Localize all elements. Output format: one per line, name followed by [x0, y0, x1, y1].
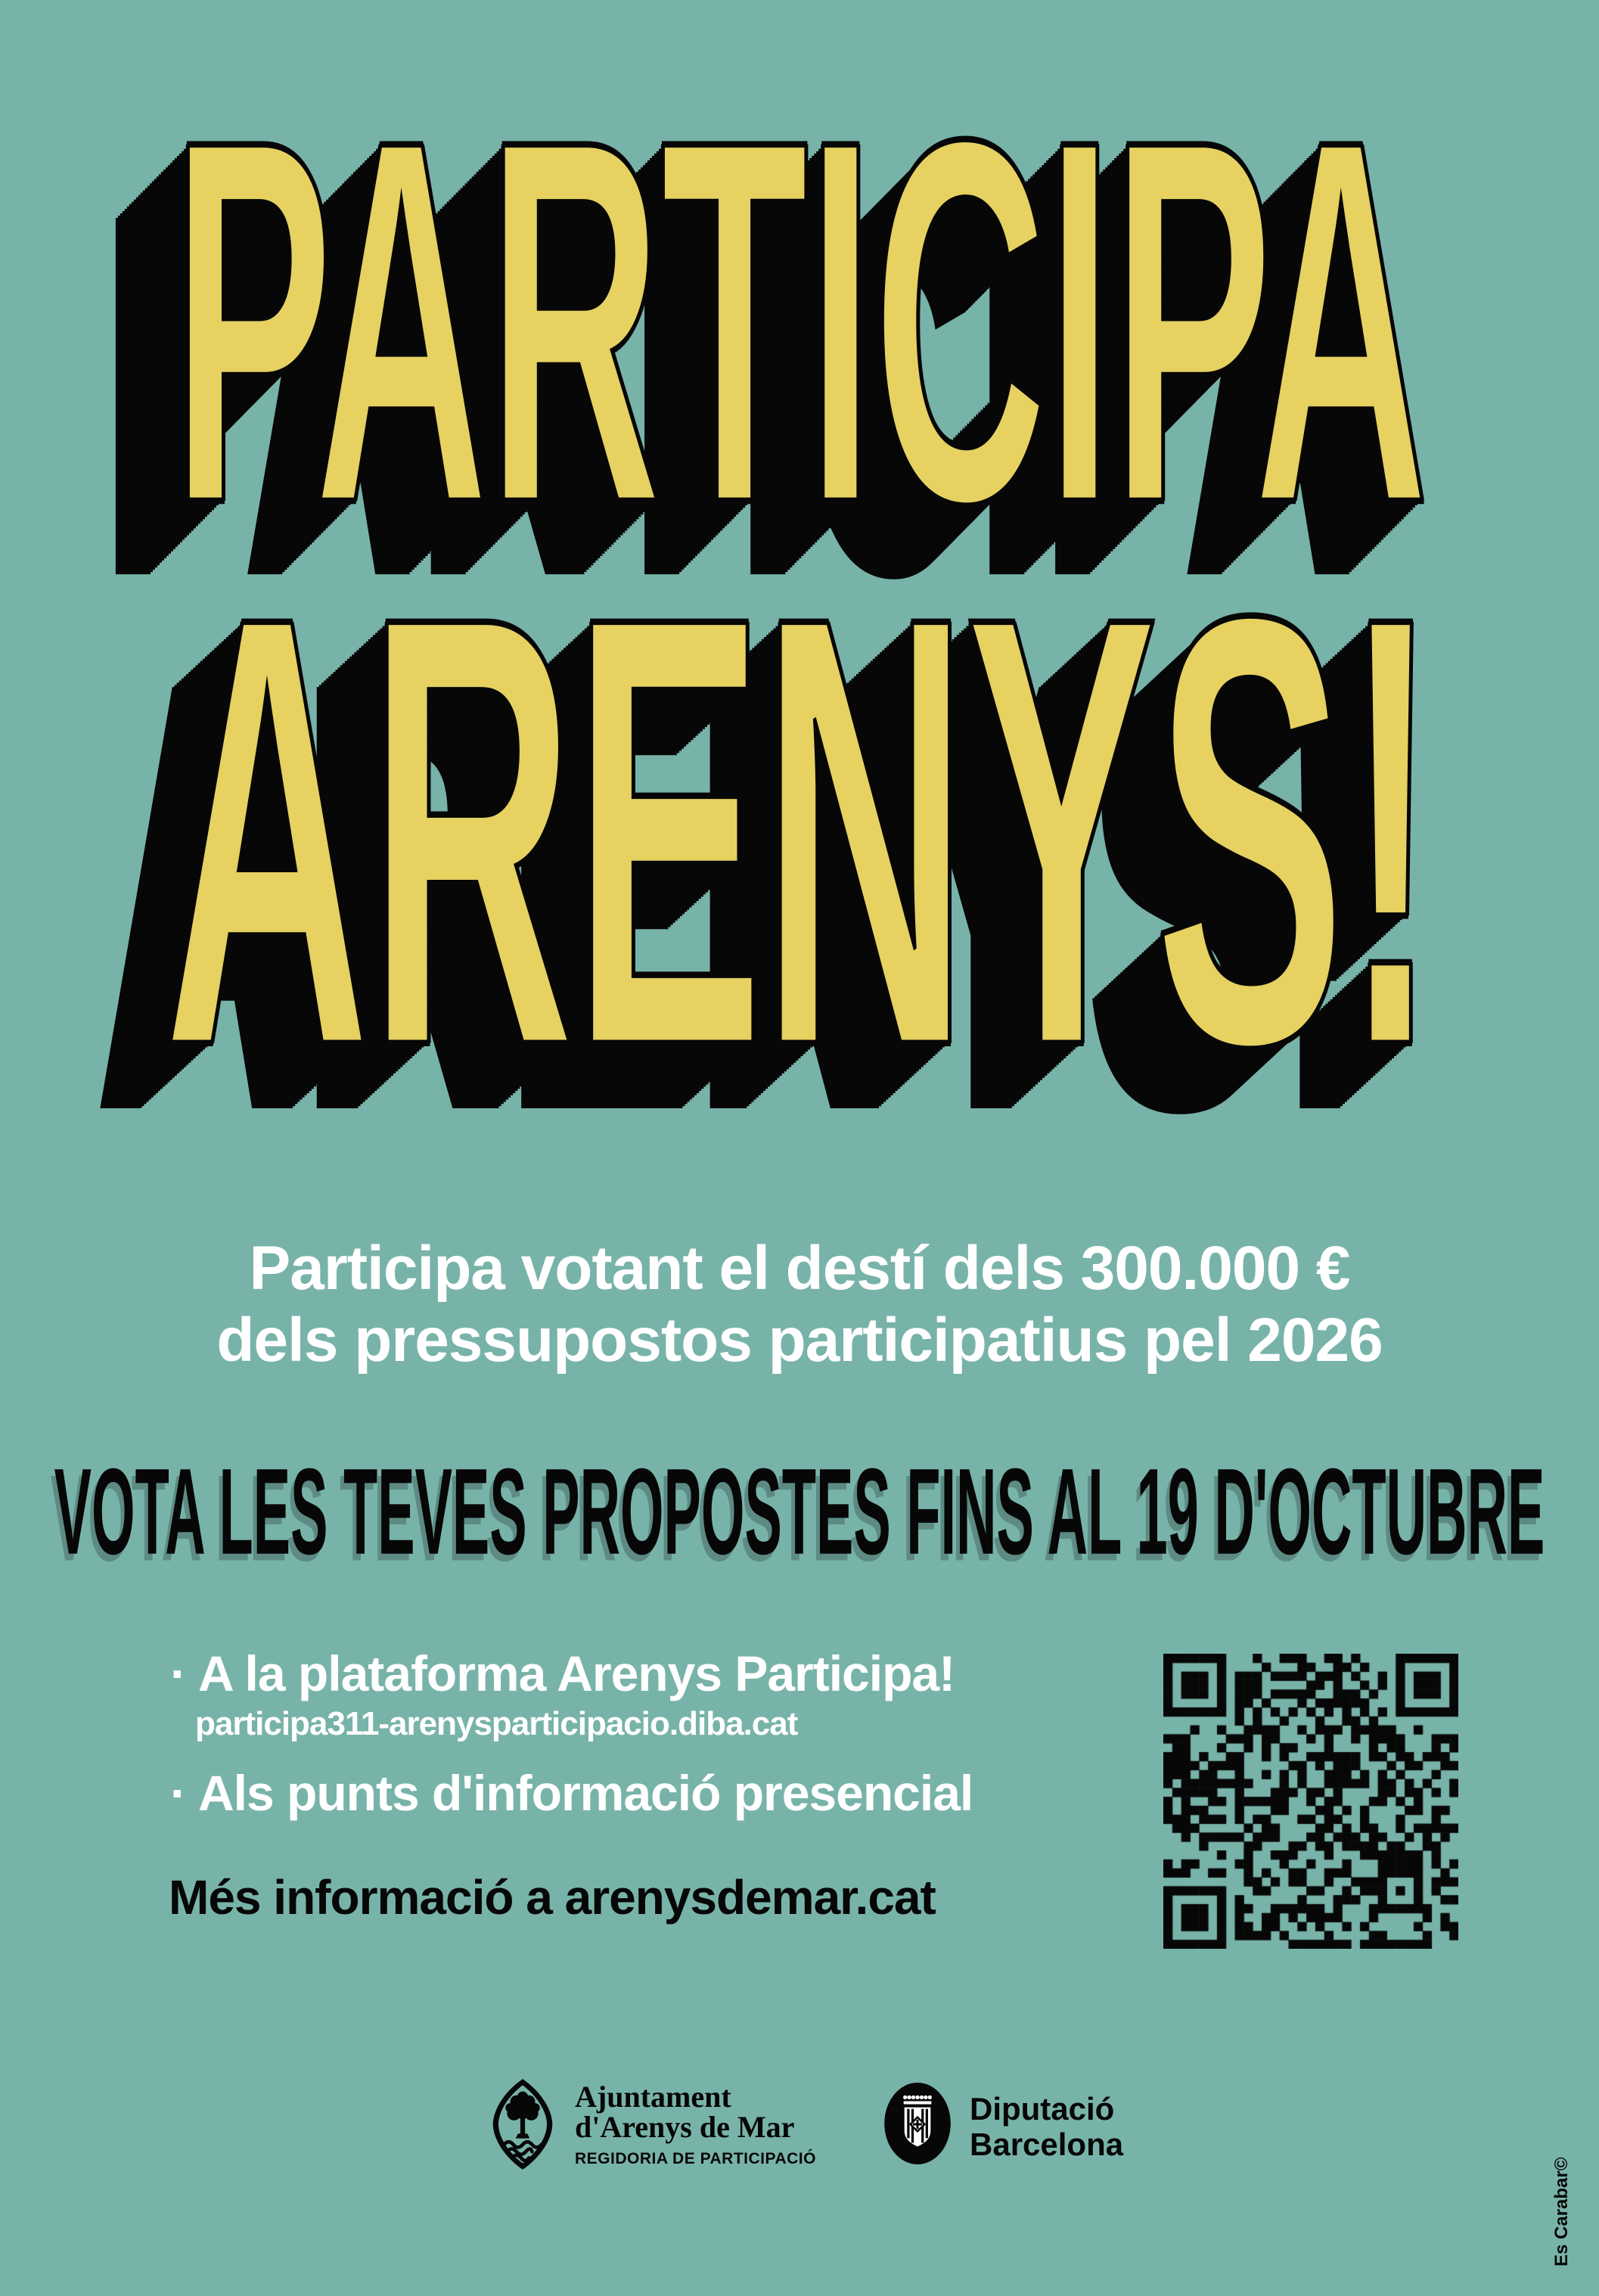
bullet-marker: · — [170, 1645, 186, 1701]
more-info-text: Més informació a arenysdemar.cat — [169, 1870, 936, 1925]
qr-code — [1163, 1654, 1458, 1949]
subtitle — [0, 1232, 1599, 1376]
platform-url: participa311-arenysparticipacio.diba.cat — [195, 1705, 798, 1742]
bullet-platform-label: A la plataforma Arenys Participa! — [197, 1645, 955, 1701]
bullet-marker: · — [170, 1765, 186, 1821]
ajuntament-name-line-2: d'Arenys de Mar — [575, 2110, 795, 2144]
ajuntament-name-line-1: Ajuntament — [575, 2080, 731, 2114]
title-line-1: PARTICIPA — [172, 31, 1427, 611]
subtitle-line-1: Participa votant el destí dels 300.000 € — [249, 1234, 1350, 1303]
bullet-item-platform — [170, 1645, 955, 1701]
studio-credit: Es Carabar© — [1551, 2157, 1572, 2266]
deadline-headline: VOTA LES TEVES PROPOSTES FINS AL 19 D'OCTUBRE — [54, 1443, 1545, 1580]
ajuntament-wordmark — [575, 2082, 816, 2168]
diputacio-name-line-2: Barcelona — [970, 2127, 1124, 2162]
title-line-2: ARENYS! — [163, 489, 1436, 1174]
diputacio-shield-icon — [883, 2082, 952, 2165]
ajuntament-crest-icon — [488, 2077, 557, 2171]
subtitle-line-2: dels pressupostos participatius pel 2026 — [216, 1306, 1383, 1375]
bullet-info-points-label: Als punts d'informació presencial — [197, 1765, 973, 1821]
diputacio-name-line-1: Diputació — [970, 2091, 1115, 2127]
regidoria-label: REGIDORIA DE PARTICIPACIÓ — [575, 2150, 816, 2167]
bullet-item-info-points — [170, 1765, 973, 1821]
diputacio-wordmark — [970, 2091, 1123, 2162]
